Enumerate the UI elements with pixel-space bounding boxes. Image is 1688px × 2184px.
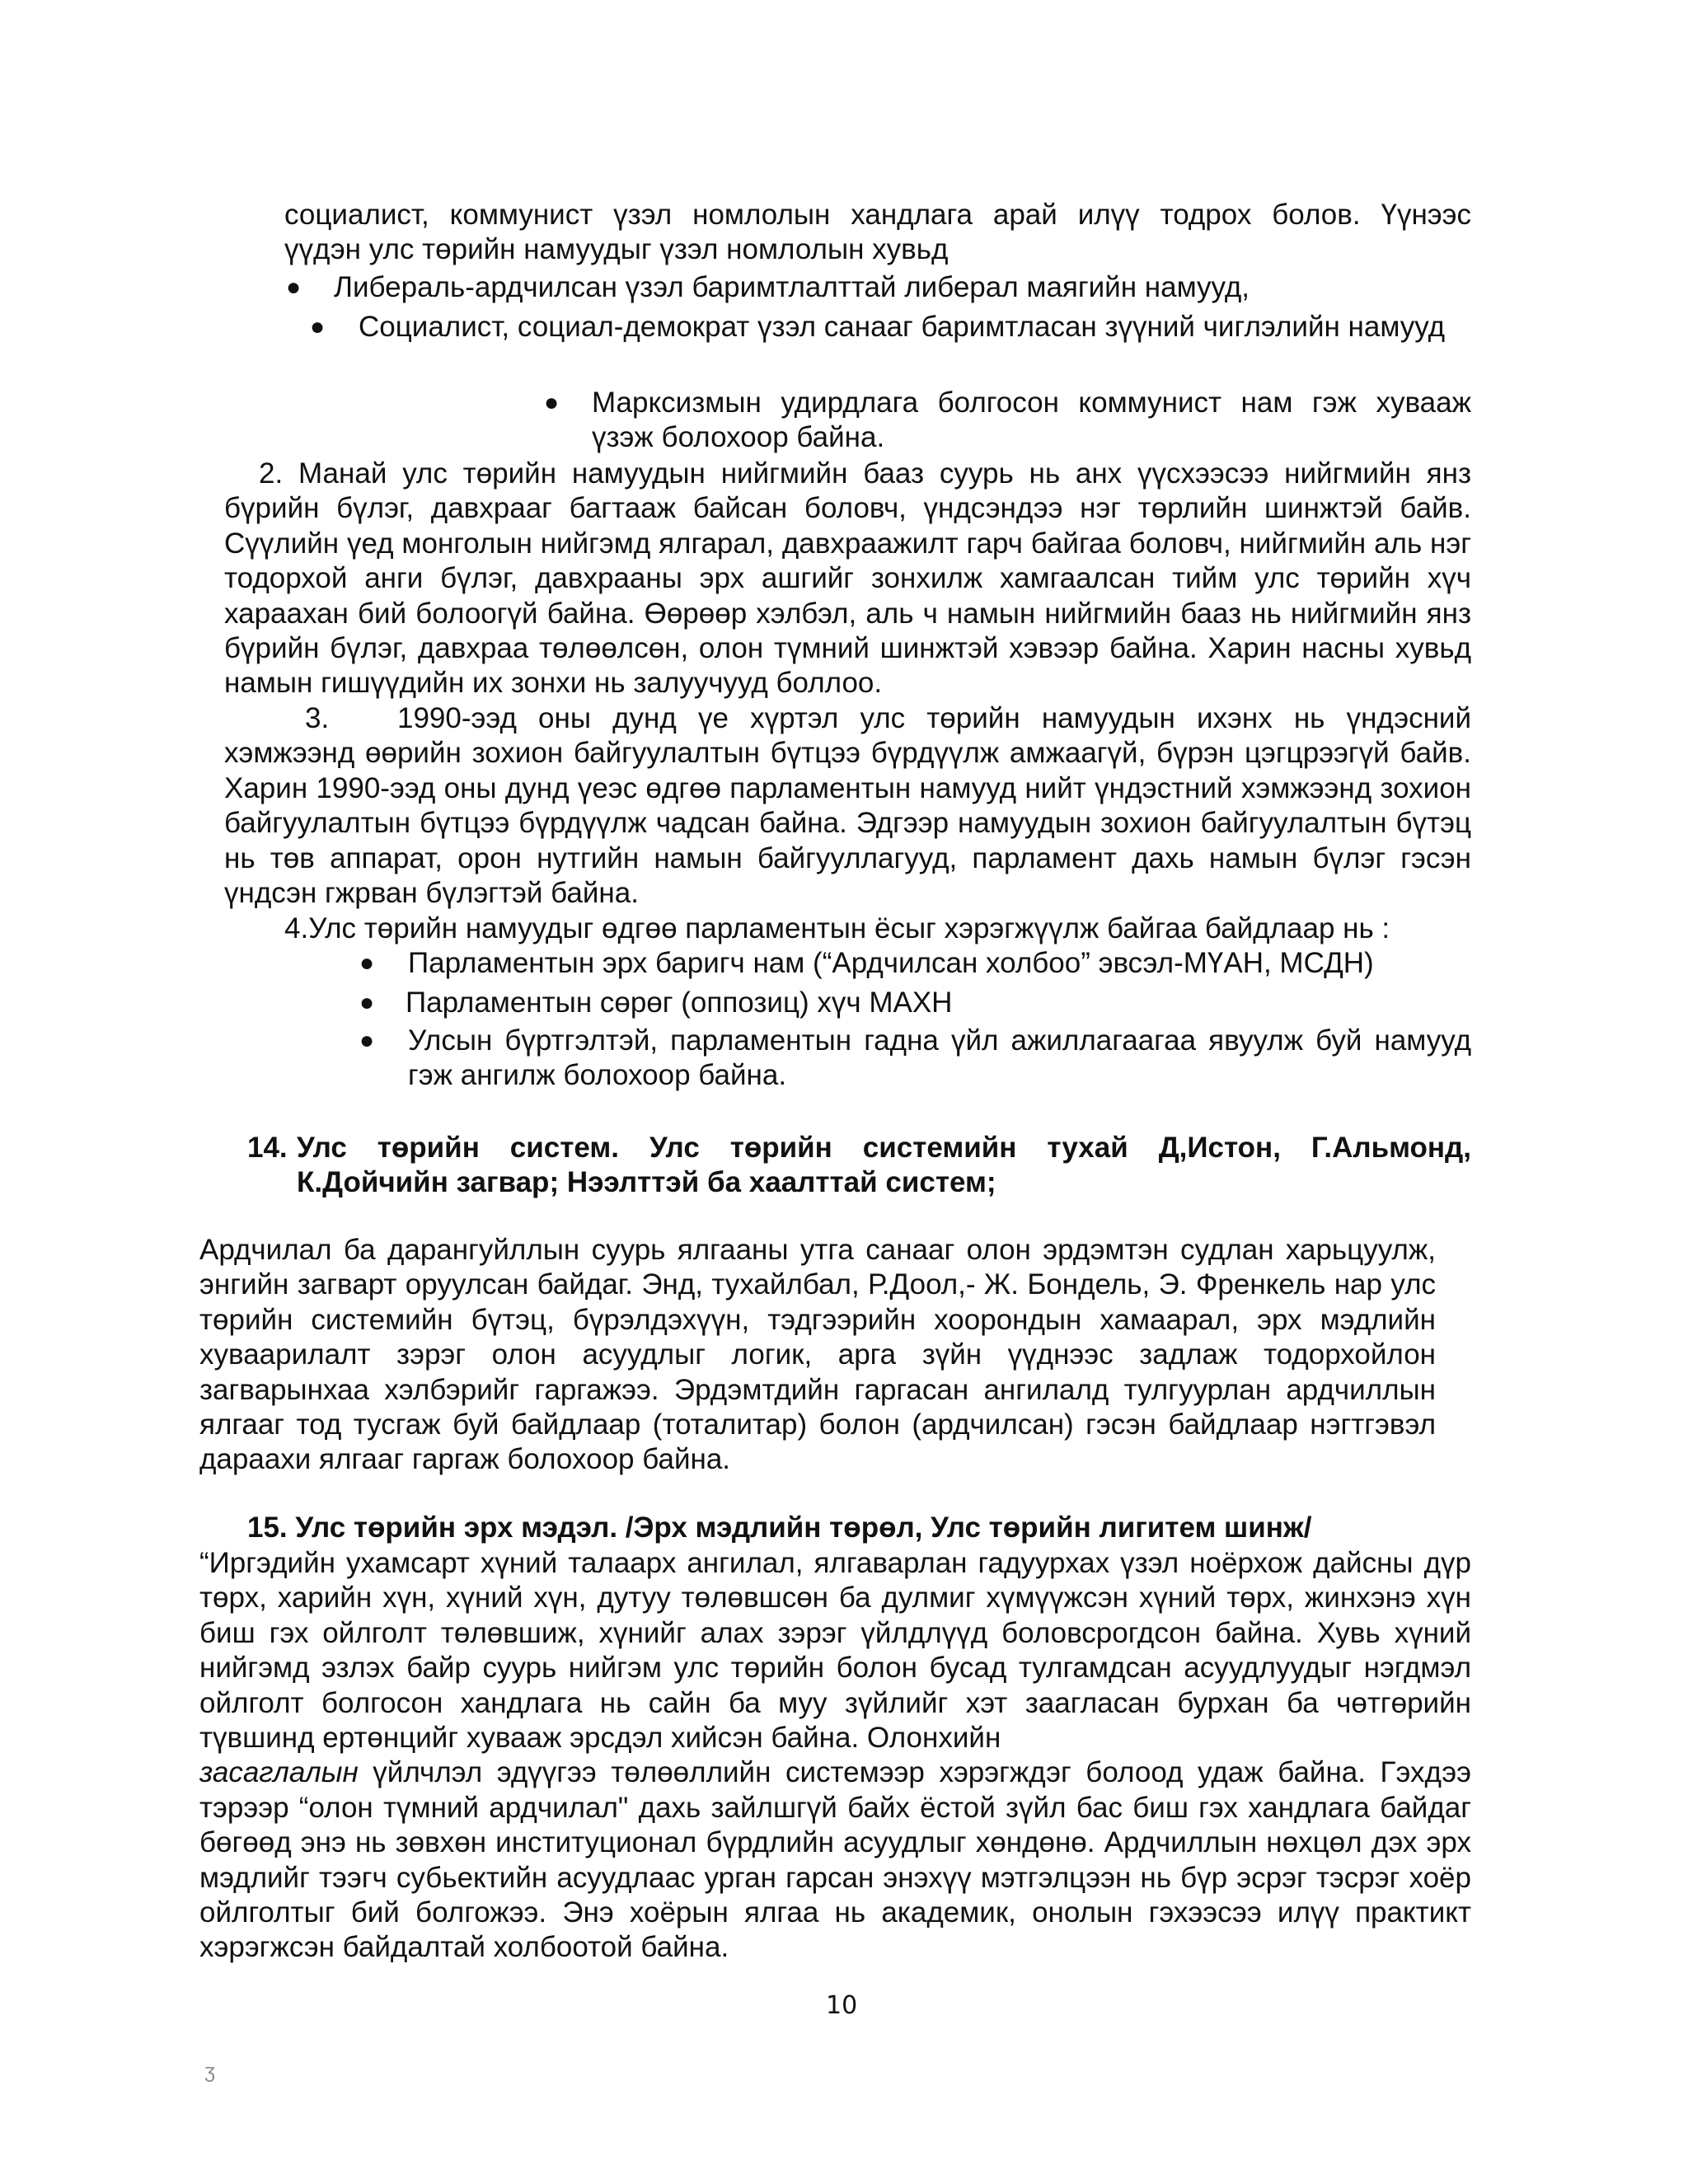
- section-15-text: “Иргэдийн ухамсарт хүний талаарх ангилал, ялгаварлан гадуурхах үзэл ноёрхож дайсны дүр төрх, харийн хүн, хүний хүн, дутуу төлөвшсөн ба дулмиг хүмүүжсэн хүний төрх, жинхэнэ хүн биш гэх ойлголт төлөвшиж, хүнийг алах зэрэг үйлдлүүд боловсрогдсон байна. Хувь хүний нийгэмд эзлэх байр суурь нийгэм улс төрийн болон бусад тулгамдсан асуудлуудыг нэгдмэл ойлголт болгосон хандлага нь сайн ба муу зүйлийг хэт заагласан бурхан ба чөтгөрийн түвшинд ертөнцийг хувааж эрсдэл хийсэн байна. Олонхийн засаглалын үйлчлэл эдүүгээ төлөөллийн системээр хэрэгждэг болоод удаж байна. Гэхдээ тэрээр “олон түмний ардчилал" дахь зайлшгүй байх ёстой зүйл бас биш гэх хандлага байдаг бөгөөд энэ нь зөвхөн институционал бүрдлийн асуудлыг хөндөнө. Ардчиллын нөхцөл дэх эрх мэдлийг тээгч субьектийн асуудлаас урган гарсан энэхүү мэтгэлцээн нь бүр эсрэг тэсрэг хоёр ойлголтыг бий болгожээ. Энэ хоёрын ялгаа нь академик, онолын гэхээсээ илүү практикт хэрэгжсэн байдалтай холбоотой байна.: [199, 1547, 1471, 1964]
- bullet-dot-icon: ●: [359, 989, 375, 1016]
- point-4-heading: 4.Улс төрийн намуудыг өдгөө парламентын ёсыг хэрэгжүүлж байгаа байдлаар нь :: [284, 912, 1390, 944]
- intro-line-2: үүдэн улс төрийн намуудыг үзэл номлолын хувьд: [284, 233, 949, 266]
- parliament-bullet-1: Парламентын эрх баригч нам (“Ардчилсан холбоо” эвсэл-МҮАН, МСДН): [408, 947, 1374, 979]
- point-3-number: 3.: [305, 702, 330, 734]
- section-15-italic-word: засаглалын: [199, 1756, 359, 1789]
- section-14-title-line-1: Улс төрийн систем. Улс төрийн системийн тухай Д,Истон, Г.Альмонд,: [297, 1132, 1471, 1164]
- parliament-bullet-3: Улсын бүртгэлтэй, парламентын гадна үйл ажиллагаагаа явуулж буй намууд гэж ангилж болохоор байна.: [408, 1024, 1471, 1092]
- section-14-title-line-2: К.Дойчийн загвар; Нээлттэй ба хаалттай систем;: [297, 1166, 996, 1199]
- intro-paragraph: [284, 198, 1471, 268]
- point-2-text: 2. Манай улс төрийн намуудын нийгмийн бааз суурь нь анх үүсхээсээ нийгмийн янз бүрийн бүлэг, давхрааг багтааж байсан боловч, үндсэндээ нэг төрлийн шинжтэй байв. Сүүлийн үед монголын нийгэмд ялгарал, давхраажилт гарч байгаа боловч, нийгмийн аль нэг тодорхой анги бүлэг, давхрааны эрх ашгийг зонхилж хамгаалсан тийм улс төрийн хүч хараахан бий болоогүй байна. Өөрөөр хэлбэл, аль ч намын нийгмийн бааз нь нийгмийн янз бүрийн бүлэг, давхраа төлөөлсөн, олон түмний шинжтэй хэвээр байна. Харин насны хувьд намын гишүүдийн их зонхи нь залуучууд боллоо.: [224, 457, 1471, 700]
- bullet-dot-icon: ●: [544, 389, 560, 416]
- point-2-paragraph: [224, 457, 1471, 701]
- intro-line-1: социалист, коммунист үзэл номлолын хандлага арай илүү тодрох болов. Үүнээс: [284, 199, 1471, 231]
- corner-mark: ʒ: [204, 2060, 216, 2083]
- point-3-body: 1990-ээд оны дунд үе хүртэл улс төрийн намуудын ихэнх нь үндэсний хэмжээнд өөрийн зохион байгуулалтын бүтцээ бүрдүүлж амжаагүй, бүрэн цэгцрээгүй байв. Харин 1990-ээд оны дунд үеэс өдгөө парламентын намууд нийт үндэстний хэмжээнд зохион байгуулалтын бүтцээ бүрдүүлж чадсан байна. Эдгээр намуудын зохион байгуулалтын бүтэц нь төв аппарат, орон нутгийн намын байгууллагууд, парламент дахь намын бүлэг гэсэн үндсэн гжрван бүлэгтэй байна.: [224, 702, 1471, 910]
- section-15-heading: 15. Улс төрийн эрх мэдэл. /Эрх мэдлийн төрөл, Улс төрийн лигитем шинж/: [247, 1511, 1312, 1544]
- page-number: 10: [826, 1991, 858, 2020]
- bullet-dot-icon: ●: [286, 274, 302, 301]
- section-14-body: Ардчилал ба дарангуйллын суурь ялгааны утга санааг олон эрдэмтэн судлан харьцуулж, энгийн загварт оруулсан байдаг. Энд, тухайлбал, Р.Доол,- Ж. Бондель, Э. Френкель нар улс төрийн системийн бүтэц, бүрэлдэхүүн, тэдгээрийн хоорондын хамаарал, эрх мэдлийн хуваарилалт зэрэг олон асуудлыг логик, арга зүйн үүднээс задлаж тодорхойлон загварынхаа хэлбэрийг гаргажээ. Эрдэмтдийн гаргасан ангилалд тулгуурлан ардчиллын ялгааг тод тусгаж буй байдлаар (тоталитар) болон (ардчилсан) гэсэн байдлаар нэгтгэвэл дараахи ялгааг гаргаж болохоор байна.: [199, 1234, 1436, 1476]
- ideology-bullet-3: Марксизмын удирдлага болгосон коммунист нам гэж хувааж үзэж болохоор байна.: [592, 387, 1471, 454]
- section-14-number: 14.: [247, 1132, 288, 1164]
- bullet-dot-icon: ●: [359, 949, 375, 977]
- bullet-dot-icon: ●: [310, 313, 326, 340]
- section-15-body: [199, 1546, 1471, 1966]
- parliament-bullet-2: Парламентын сөрөг (оппозиц) хүч МАХН: [406, 987, 953, 1019]
- section-14-heading: [247, 1131, 1471, 1201]
- bullet-dot-icon: ●: [359, 1027, 375, 1054]
- ideology-bullet-2: Социалист, социал-демократ үзэл санааг баримтласан зүүний чиглэлийн намууд: [359, 311, 1446, 343]
- ideology-bullet-1: Либераль-ардчилсан үзэл баримтлалттай либерал маягийн намууд,: [334, 271, 1250, 303]
- point-3-text: [224, 701, 1471, 911]
- point-3-paragraph: [224, 701, 1471, 911]
